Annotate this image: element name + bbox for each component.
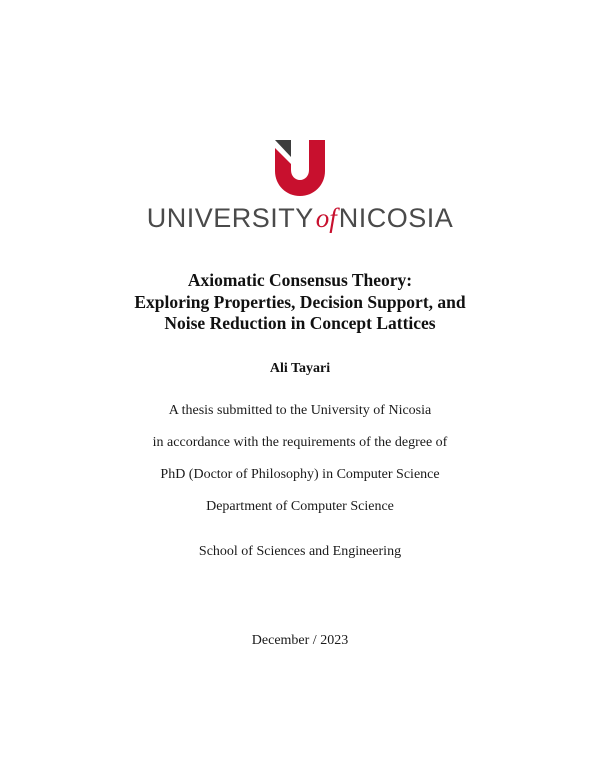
wordmark-of: of bbox=[315, 203, 337, 233]
wordmark-nicosia: NICOSIA bbox=[338, 203, 454, 233]
submission-line-3: PhD (Doctor of Philosophy) in Computer Science bbox=[160, 467, 440, 482]
author-name: Ali Tayari bbox=[269, 361, 331, 376]
wordmark-university: UNIVERSITY bbox=[146, 203, 314, 233]
thesis-title-line-1: Axiomatic Consensus Theory: bbox=[187, 270, 413, 290]
thesis-title bbox=[0, 270, 600, 335]
university-logo-icon bbox=[275, 140, 325, 196]
school-name: School of Sciences and Engineering bbox=[198, 544, 402, 559]
university-wordmark bbox=[0, 203, 600, 234]
submission-date: December / 2023 bbox=[251, 633, 349, 648]
submission-line-2: in accordance with the requirements of the degree of bbox=[152, 435, 448, 450]
thesis-title-line-3: Noise Reduction in Concept Lattices bbox=[164, 313, 436, 333]
logo-u-shape-icon bbox=[275, 140, 325, 196]
department-name: Department of Computer Science bbox=[206, 499, 394, 514]
thesis-title-line-2: Exploring Properties, Decision Support, and bbox=[134, 291, 466, 312]
submission-line-1: A thesis submitted to the University of Nicosia bbox=[168, 403, 432, 418]
